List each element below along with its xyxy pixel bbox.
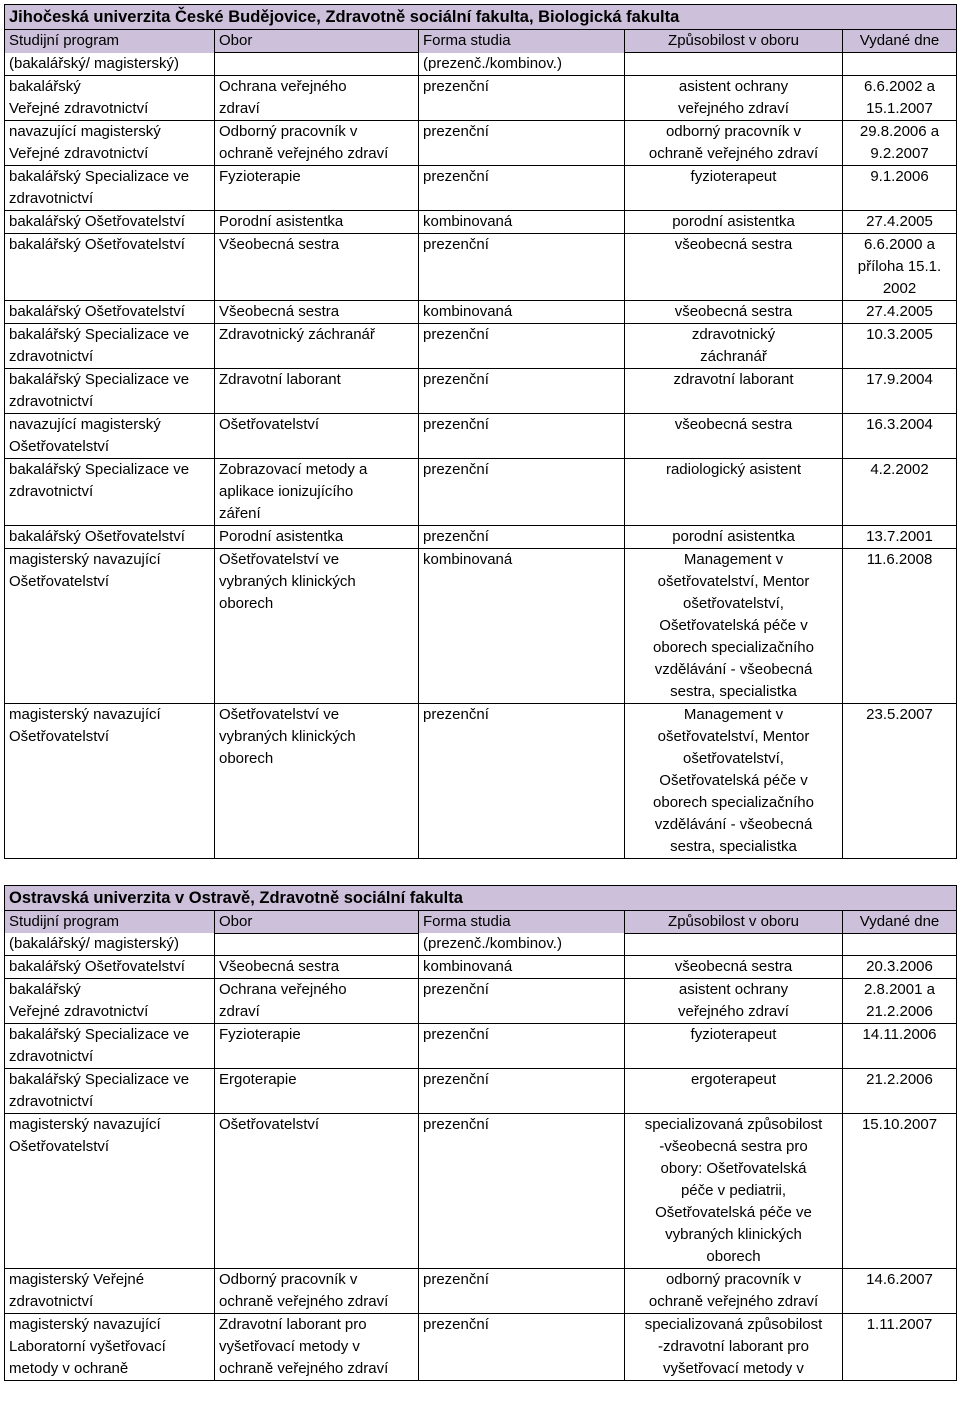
- section-title-row: [5, 5, 957, 30]
- cell-zpusobilost: všeobecná sestra: [625, 956, 843, 979]
- cell-obor: Všeobecná sestra: [215, 233, 419, 300]
- header-forma-sub: (prezenč./kombinov.): [419, 933, 625, 956]
- cell-zpusobilost: radiologický asistent: [625, 458, 843, 525]
- table-row: [5, 548, 957, 703]
- cell-vydane: 27.4.2005: [843, 210, 957, 233]
- cell-program: bakalářský Specializace ve zdravotnictví: [5, 458, 215, 525]
- table-body: [5, 5, 957, 1381]
- cell-program: magisterský navazující Laboratorní vyšetřovací metody v ochraně: [5, 1314, 215, 1381]
- cell-program: magisterský navazující Ošetřovatelství: [5, 548, 215, 703]
- cell-program: bakalářský Specializace ve zdravotnictví: [5, 368, 215, 413]
- header-vydane-sub: [843, 933, 957, 956]
- cell-obor: Ochrana veřejného zdraví: [215, 75, 419, 120]
- cell-obor: Zdravotní laborant pro vyšetřovací metody v ochraně veřejného zdraví: [215, 1314, 419, 1381]
- cell-program: bakalářský Ošetřovatelství: [5, 525, 215, 548]
- cell-zpusobilost: fyzioterapeut: [625, 165, 843, 210]
- header-forma: Forma studia: [419, 30, 625, 53]
- cell-obor: Ergoterapie: [215, 1069, 419, 1114]
- cell-obor: Odborný pracovník v ochraně veřejného zdraví: [215, 120, 419, 165]
- cell-forma: prezenční: [419, 323, 625, 368]
- cell-vydane: 17.9.2004: [843, 368, 957, 413]
- table-row: [5, 979, 957, 1024]
- header-row: [5, 910, 957, 933]
- table-row: [5, 703, 957, 858]
- cell-obor: Zdravotní laborant: [215, 368, 419, 413]
- cell-program: bakalářský Ošetřovatelství: [5, 956, 215, 979]
- table-row: [5, 210, 957, 233]
- cell-forma: prezenční: [419, 233, 625, 300]
- cell-obor: Porodní asistentka: [215, 210, 419, 233]
- cell-vydane: 2.8.2001 a 21.2.2006: [843, 979, 957, 1024]
- cell-forma: prezenční: [419, 368, 625, 413]
- cell-zpusobilost: odborný pracovník v ochraně veřejného zdraví: [625, 1269, 843, 1314]
- header-sub-row: [5, 53, 957, 76]
- table-row: [5, 300, 957, 323]
- header-obor: Obor: [215, 30, 419, 53]
- header-obor-sub: [215, 933, 419, 956]
- cell-zpusobilost: ergoterapeut: [625, 1069, 843, 1114]
- cell-obor: Ochrana veřejného zdraví: [215, 979, 419, 1024]
- header-zpusobilost: Způsobilost v oboru: [625, 30, 843, 53]
- cell-program: navazující magisterský Veřejné zdravotnictví: [5, 120, 215, 165]
- cell-obor: Všeobecná sestra: [215, 300, 419, 323]
- cell-vydane: 6.6.2000 a příloha 15.1. 2002: [843, 233, 957, 300]
- cell-forma: prezenční: [419, 75, 625, 120]
- cell-vydane: 20.3.2006: [843, 956, 957, 979]
- cell-vydane: 11.6.2008: [843, 548, 957, 703]
- cell-forma: prezenční: [419, 979, 625, 1024]
- table-row: [5, 165, 957, 210]
- table-row: [5, 525, 957, 548]
- header-vydane: Vydané dne: [843, 910, 957, 933]
- cell-zpusobilost: asistent ochrany veřejného zdraví: [625, 979, 843, 1024]
- cell-forma: prezenční: [419, 1269, 625, 1314]
- table-row: [5, 1069, 957, 1114]
- cell-program: bakalářský Specializace ve zdravotnictví: [5, 1069, 215, 1114]
- cell-obor: Porodní asistentka: [215, 525, 419, 548]
- cell-forma: prezenční: [419, 120, 625, 165]
- cell-program: bakalářský Ošetřovatelství: [5, 300, 215, 323]
- cell-program: bakalářský Veřejné zdravotnictví: [5, 75, 215, 120]
- header-program: Studijní program: [5, 30, 215, 53]
- cell-zpusobilost: Management v ošetřovatelství, Mentor ošetřovatelství, Ošetřovatelská péče v oborech specializačního vzdělávání - všeobecná sestra, specialistka: [625, 548, 843, 703]
- table-row: [5, 368, 957, 413]
- cell-vydane: 14.6.2007: [843, 1269, 957, 1314]
- cell-obor: Ošetřovatelství ve vybraných klinických oborech: [215, 703, 419, 858]
- cell-forma: prezenční: [419, 703, 625, 858]
- cell-obor: Zdravotnický záchranář: [215, 323, 419, 368]
- cell-zpusobilost: zdravotní laborant: [625, 368, 843, 413]
- cell-forma: prezenční: [419, 1314, 625, 1381]
- section-title-row: [5, 885, 957, 910]
- section-spacer: [5, 858, 957, 885]
- cell-forma: kombinovaná: [419, 300, 625, 323]
- table-row: [5, 323, 957, 368]
- cell-zpusobilost: asistent ochrany veřejného zdraví: [625, 75, 843, 120]
- cell-forma: kombinovaná: [419, 548, 625, 703]
- cell-vydane: 4.2.2002: [843, 458, 957, 525]
- cell-program: bakalářský Specializace ve zdravotnictví: [5, 1024, 215, 1069]
- cell-zpusobilost: zdravotnický záchranář: [625, 323, 843, 368]
- cell-obor: Fyzioterapie: [215, 165, 419, 210]
- cell-zpusobilost: porodní asistentka: [625, 210, 843, 233]
- cell-vydane: 10.3.2005: [843, 323, 957, 368]
- header-sub-row: [5, 933, 957, 956]
- cell-vydane: 16.3.2004: [843, 413, 957, 458]
- table-row: [5, 75, 957, 120]
- table-row: [5, 233, 957, 300]
- cell-vydane: 6.6.2002 a 15.1.2007: [843, 75, 957, 120]
- cell-obor: Fyzioterapie: [215, 1024, 419, 1069]
- header-program: Studijní program: [5, 910, 215, 933]
- cell-obor: Ošetřovatelství: [215, 413, 419, 458]
- header-row: [5, 30, 957, 53]
- cell-vydane: 27.4.2005: [843, 300, 957, 323]
- cell-forma: prezenční: [419, 525, 625, 548]
- cell-zpusobilost: odborný pracovník v ochraně veřejného zdraví: [625, 120, 843, 165]
- section-title: Jihočeská univerzita České Budějovice, Zdravotně sociální fakulta, Biologická fakulta: [5, 5, 957, 30]
- header-program-sub: (bakalářský/ magisterský): [5, 933, 215, 956]
- cell-program: bakalářský Ošetřovatelství: [5, 210, 215, 233]
- table-row: [5, 956, 957, 979]
- cell-program: magisterský navazující Ošetřovatelství: [5, 703, 215, 858]
- header-vydane: Vydané dne: [843, 30, 957, 53]
- table-row: [5, 1314, 957, 1381]
- cell-zpusobilost: fyzioterapeut: [625, 1024, 843, 1069]
- cell-zpusobilost: Management v ošetřovatelství, Mentor ošetřovatelství, Ošetřovatelská péče v oborech specializačního vzdělávání - všeobecná sestra, specialistka: [625, 703, 843, 858]
- cell-forma: prezenční: [419, 165, 625, 210]
- cell-obor: Ošetřovatelství: [215, 1114, 419, 1269]
- cell-obor: Zobrazovací metody a aplikace ionizujícího záření: [215, 458, 419, 525]
- accreditation-table: [4, 4, 957, 1381]
- table-row: [5, 120, 957, 165]
- cell-program: bakalářský Specializace ve zdravotnictví: [5, 165, 215, 210]
- cell-forma: kombinovaná: [419, 956, 625, 979]
- header-zpusobilost-sub: [625, 53, 843, 76]
- cell-forma: prezenční: [419, 458, 625, 525]
- cell-program: navazující magisterský Ošetřovatelství: [5, 413, 215, 458]
- table-row: [5, 1114, 957, 1269]
- header-zpusobilost-sub: [625, 933, 843, 956]
- cell-forma: prezenční: [419, 413, 625, 458]
- cell-vydane: 15.10.2007: [843, 1114, 957, 1269]
- table-row: [5, 413, 957, 458]
- cell-zpusobilost: porodní asistentka: [625, 525, 843, 548]
- cell-vydane: 21.2.2006: [843, 1069, 957, 1114]
- cell-vydane: 29.8.2006 a 9.2.2007: [843, 120, 957, 165]
- cell-obor: Ošetřovatelství ve vybraných klinických oborech: [215, 548, 419, 703]
- header-vydane-sub: [843, 53, 957, 76]
- cell-obor: Všeobecná sestra: [215, 956, 419, 979]
- cell-zpusobilost: specializovaná způsobilost -zdravotní laborant pro vyšetřovací metody v: [625, 1314, 843, 1381]
- cell-program: bakalářský Ošetřovatelství: [5, 233, 215, 300]
- cell-program: magisterský Veřejné zdravotnictví: [5, 1269, 215, 1314]
- cell-vydane: 9.1.2006: [843, 165, 957, 210]
- cell-vydane: 14.11.2006: [843, 1024, 957, 1069]
- header-obor: Obor: [215, 910, 419, 933]
- cell-vydane: 13.7.2001: [843, 525, 957, 548]
- cell-forma: prezenční: [419, 1114, 625, 1269]
- cell-obor: Odborný pracovník v ochraně veřejného zdraví: [215, 1269, 419, 1314]
- cell-zpusobilost: všeobecná sestra: [625, 233, 843, 300]
- cell-zpusobilost: specializovaná způsobilost -všeobecná sestra pro obory: Ošetřovatelská péče v pediatrii, Ošetřovatelská péče ve vybraných klinických oborech: [625, 1114, 843, 1269]
- cell-forma: prezenční: [419, 1069, 625, 1114]
- cell-forma: kombinovaná: [419, 210, 625, 233]
- header-zpusobilost: Způsobilost v oboru: [625, 910, 843, 933]
- header-program-sub: (bakalářský/ magisterský): [5, 53, 215, 76]
- section-title: Ostravská univerzita v Ostravě, Zdravotně sociální fakulta: [5, 885, 957, 910]
- header-obor-sub: [215, 53, 419, 76]
- cell-program: bakalářský Specializace ve zdravotnictví: [5, 323, 215, 368]
- cell-zpusobilost: všeobecná sestra: [625, 300, 843, 323]
- header-forma-sub: (prezenč./kombinov.): [419, 53, 625, 76]
- table-row: [5, 1269, 957, 1314]
- cell-vydane: 23.5.2007: [843, 703, 957, 858]
- cell-forma: prezenční: [419, 1024, 625, 1069]
- header-forma: Forma studia: [419, 910, 625, 933]
- table-row: [5, 458, 957, 525]
- document-page: [4, 4, 956, 1381]
- cell-vydane: 1.11.2007: [843, 1314, 957, 1381]
- cell-program: magisterský navazující Ošetřovatelství: [5, 1114, 215, 1269]
- cell-program: bakalářský Veřejné zdravotnictví: [5, 979, 215, 1024]
- table-row: [5, 1024, 957, 1069]
- cell-zpusobilost: všeobecná sestra: [625, 413, 843, 458]
